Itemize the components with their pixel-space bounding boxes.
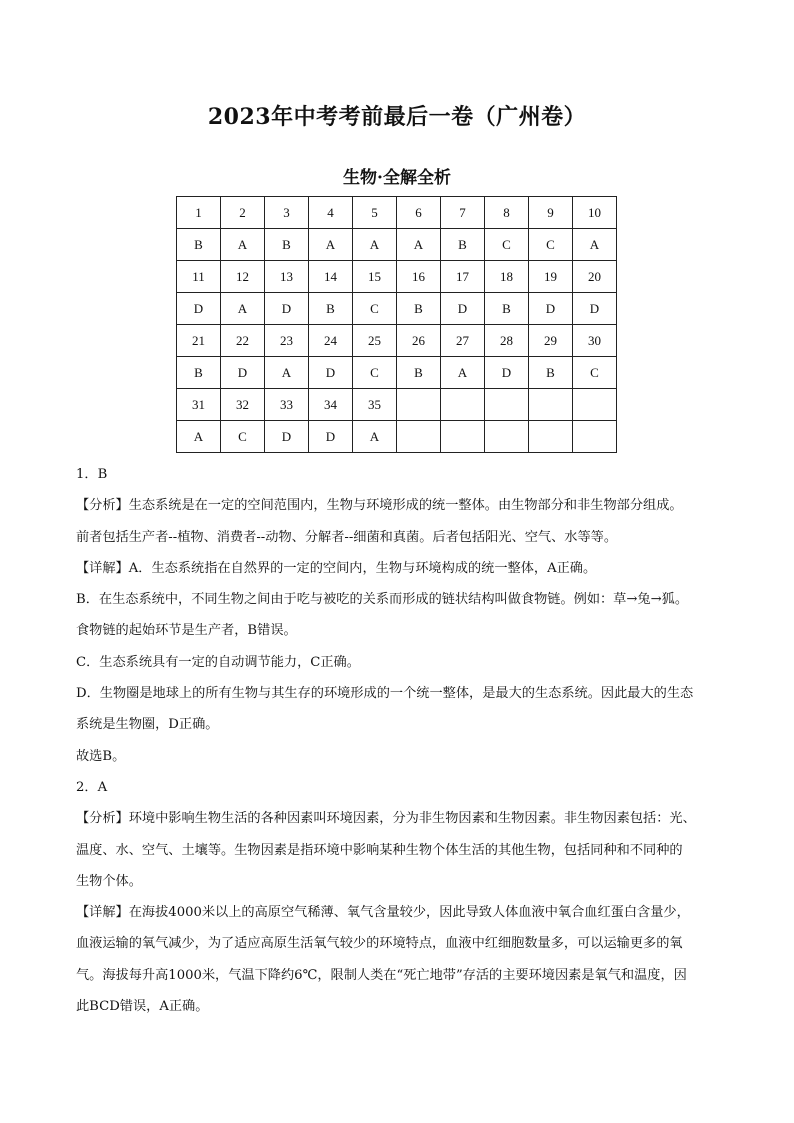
text-line: 前者包括生产者--植物、消费者--动物、分解者--细菌和真菌。后者包括阳光、空气、水等等。 bbox=[76, 529, 618, 545]
answer-cell: A bbox=[221, 229, 265, 261]
text-line: 血液运输的氧气减少，为了适应高原生活氧气较少的环境特点，血液中红细胞数量多，可以运输更多的氧 bbox=[76, 936, 683, 952]
question-number-cell: 34 bbox=[309, 389, 353, 421]
question-number-row bbox=[177, 389, 617, 421]
question-number-cell: 26 bbox=[397, 325, 441, 357]
text-line: 【详解】A．生态系统指在自然界的一定的空间内，生物与环境构成的统一整体，A正确。 bbox=[76, 560, 597, 576]
answer-cell: B bbox=[309, 293, 353, 325]
answer-cell: C bbox=[353, 357, 397, 389]
answer-cell: A bbox=[353, 229, 397, 261]
answer-cell bbox=[397, 421, 441, 453]
question-number-row bbox=[177, 261, 617, 293]
text-line: 气。海拔每升高1000米，气温下降约6℃，限制人类在“死亡地带”存活的主要环境因素是氧气和温度，因 bbox=[76, 967, 687, 983]
answer-row bbox=[177, 229, 617, 261]
answer-cell: B bbox=[441, 229, 485, 261]
question-number-cell: 8 bbox=[485, 197, 529, 229]
question-number-cell: 18 bbox=[485, 261, 529, 293]
text-line: 温度、水、空气、土壤等。生物因素是指环境中影响某种生物个体生活的其他生物，包括同种和不同种的 bbox=[76, 842, 683, 858]
answer-cell bbox=[573, 421, 617, 453]
text-line: 此BCD错误，A正确。 bbox=[76, 999, 209, 1015]
text-line: D．生物圈是地球上的所有生物与其生存的环境形成的一个统一整体，是最大的生态系统。因此最大的生态 bbox=[76, 686, 694, 702]
question-number-cell: 28 bbox=[485, 325, 529, 357]
question-number-cell: 20 bbox=[573, 261, 617, 293]
answer-cell: C bbox=[529, 229, 573, 261]
question-number-cell: 15 bbox=[353, 261, 397, 293]
question-number-cell: 35 bbox=[353, 389, 397, 421]
question-number-cell bbox=[529, 389, 573, 421]
question-number-cell bbox=[485, 389, 529, 421]
answer-cell: A bbox=[353, 421, 397, 453]
question-number-cell: 16 bbox=[397, 261, 441, 293]
question-number-cell: 25 bbox=[353, 325, 397, 357]
question-number-cell: 31 bbox=[177, 389, 221, 421]
question-number-cell bbox=[397, 389, 441, 421]
question-number-cell bbox=[441, 389, 485, 421]
question-number-cell: 30 bbox=[573, 325, 617, 357]
text-line: 2．A bbox=[76, 779, 108, 795]
answer-cell: A bbox=[309, 229, 353, 261]
answer-cell: D bbox=[573, 293, 617, 325]
text-line: 【分析】环境中影响生物生活的各种因素叫环境因素，分为非生物因素和生物因素。非生物因素包括：光、 bbox=[76, 811, 696, 827]
answer-cell: D bbox=[309, 357, 353, 389]
question-number-cell: 6 bbox=[397, 197, 441, 229]
question-number-cell: 3 bbox=[265, 197, 309, 229]
question-number-cell: 32 bbox=[221, 389, 265, 421]
question-number-row bbox=[177, 197, 617, 229]
question-number-cell: 7 bbox=[441, 197, 485, 229]
question-number-cell: 23 bbox=[265, 325, 309, 357]
question-number-cell: 2 bbox=[221, 197, 265, 229]
answer-cell: B bbox=[397, 357, 441, 389]
page-title: 2023年中考考前最后一卷（广州卷） bbox=[207, 104, 587, 130]
text-line: 故选B。 bbox=[76, 748, 126, 764]
text-line: 【详解】在海拔4000米以上的高原空气稀薄、氧气含量较少，因此导致人体血液中氧合血红蛋白含量少， bbox=[76, 905, 690, 921]
question-number-cell: 21 bbox=[177, 325, 221, 357]
text-line: B．在生态系统中，不同生物之间由于吃与被吃的关系而形成的链状结构叫做食物链。例如：草→兔→狐。 bbox=[76, 592, 689, 608]
answer-cell: C bbox=[573, 357, 617, 389]
page-subtitle: 生物·全解全析 bbox=[343, 168, 451, 188]
answer-cell bbox=[529, 421, 573, 453]
question-number-cell: 1 bbox=[177, 197, 221, 229]
question-number-cell: 17 bbox=[441, 261, 485, 293]
answer-cell: B bbox=[177, 229, 221, 261]
question-number-cell: 27 bbox=[441, 325, 485, 357]
explanation-text bbox=[76, 459, 726, 1022]
answer-table bbox=[176, 196, 617, 453]
question-number-cell: 9 bbox=[529, 197, 573, 229]
answer-cell: C bbox=[221, 421, 265, 453]
text-line: 【分析】生态系统是在一定的空间范围内，生物与环境形成的统一整体。由生物部分和非生物部分组成。 bbox=[76, 498, 683, 514]
answer-row bbox=[177, 293, 617, 325]
question-number-cell: 29 bbox=[529, 325, 573, 357]
text-line: 生物个体。 bbox=[76, 873, 142, 889]
answer-cell: C bbox=[353, 293, 397, 325]
question-number-cell: 33 bbox=[265, 389, 309, 421]
answer-cell: A bbox=[265, 357, 309, 389]
question-number-cell: 12 bbox=[221, 261, 265, 293]
answer-cell: B bbox=[177, 357, 221, 389]
question-number-cell: 22 bbox=[221, 325, 265, 357]
question-number-cell: 24 bbox=[309, 325, 353, 357]
answer-cell: D bbox=[441, 293, 485, 325]
answer-cell: D bbox=[309, 421, 353, 453]
answer-cell: D bbox=[265, 293, 309, 325]
text-line: 1．B bbox=[76, 467, 108, 482]
answer-cell: B bbox=[485, 293, 529, 325]
question-number-cell: 11 bbox=[177, 261, 221, 293]
question-number-cell: 5 bbox=[353, 197, 397, 229]
answer-row bbox=[177, 357, 617, 389]
answer-cell: D bbox=[265, 421, 309, 453]
answer-cell: D bbox=[529, 293, 573, 325]
text-line: 食物链的起始环节是生产者，B错误。 bbox=[76, 623, 297, 639]
question-number-cell: 14 bbox=[309, 261, 353, 293]
answer-cell: A bbox=[177, 421, 221, 453]
answer-row bbox=[177, 421, 617, 453]
answer-cell bbox=[485, 421, 529, 453]
answer-cell: A bbox=[573, 229, 617, 261]
answer-cell: A bbox=[397, 229, 441, 261]
answer-cell: B bbox=[397, 293, 441, 325]
answer-cell: A bbox=[221, 293, 265, 325]
answer-cell: C bbox=[485, 229, 529, 261]
answer-cell: B bbox=[529, 357, 573, 389]
answer-cell: A bbox=[441, 357, 485, 389]
answer-cell: D bbox=[177, 293, 221, 325]
question-number-cell: 4 bbox=[309, 197, 353, 229]
question-number-row bbox=[177, 325, 617, 357]
text-line: C．生态系统具有一定的自动调节能力，C正确。 bbox=[76, 654, 360, 670]
question-number-cell bbox=[573, 389, 617, 421]
answer-cell: D bbox=[485, 357, 529, 389]
question-number-cell: 13 bbox=[265, 261, 309, 293]
question-number-cell: 19 bbox=[529, 261, 573, 293]
question-number-cell: 10 bbox=[573, 197, 617, 229]
answer-cell bbox=[441, 421, 485, 453]
text-line: 系统是生物圈，D正确。 bbox=[76, 717, 219, 733]
answer-cell: B bbox=[265, 229, 309, 261]
answer-cell: D bbox=[221, 357, 265, 389]
